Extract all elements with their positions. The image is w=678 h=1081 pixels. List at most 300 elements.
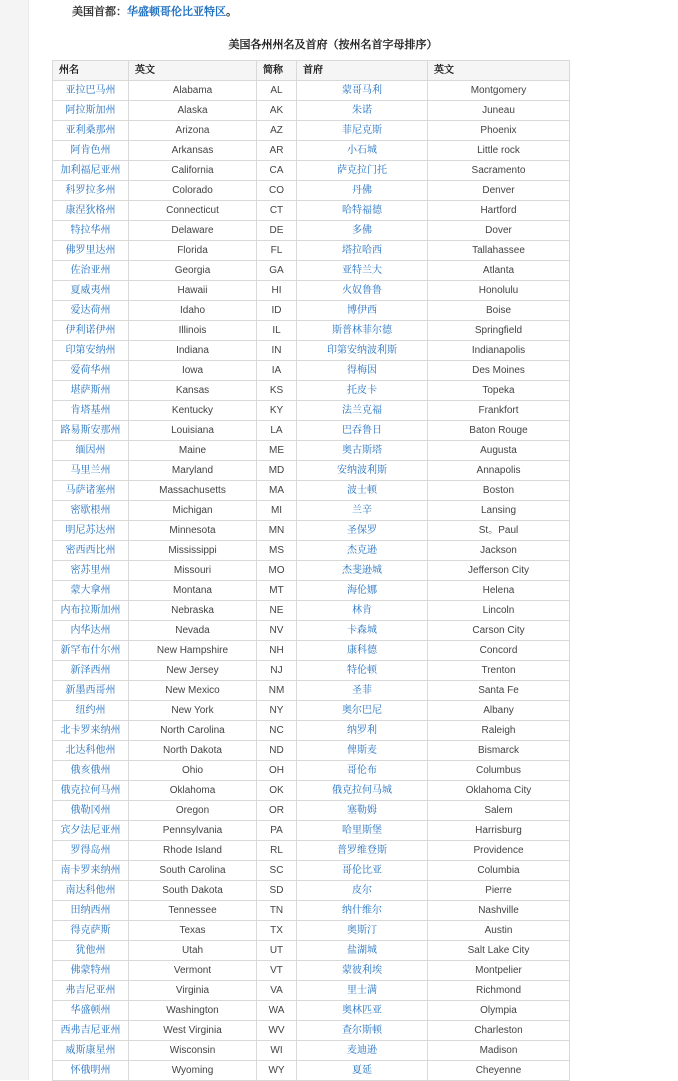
table-row bbox=[53, 481, 570, 501]
state-name-cn[interactable]: 缅因州 bbox=[53, 441, 129, 461]
state-name-en: Mississippi bbox=[129, 541, 257, 561]
state-abbr: IL bbox=[257, 321, 297, 341]
state-abbr: AZ bbox=[257, 121, 297, 141]
header-capital-cn: 首府 bbox=[297, 61, 428, 81]
state-abbr: MT bbox=[257, 581, 297, 601]
state-name-cn[interactable]: 伊利诺伊州 bbox=[53, 321, 129, 341]
state-name-cn[interactable]: 佐治亚州 bbox=[53, 261, 129, 281]
capital-name-cn[interactable]: 巴吞鲁日 bbox=[297, 421, 428, 441]
table-row bbox=[53, 201, 570, 221]
state-name-cn[interactable]: 新罕布什尔州 bbox=[53, 641, 129, 661]
state-name-en: Washington bbox=[129, 1001, 257, 1021]
state-name-cn[interactable]: 南卡罗来纳州 bbox=[53, 861, 129, 881]
state-name-en: Kentucky bbox=[129, 401, 257, 421]
state-name-en: North Carolina bbox=[129, 721, 257, 741]
table-row bbox=[53, 741, 570, 761]
table-row bbox=[53, 121, 570, 141]
capital-name-cn[interactable]: 特伦顿 bbox=[297, 661, 428, 681]
capital-name-cn[interactable]: 亚特兰大 bbox=[297, 261, 428, 281]
state-name-en: Wisconsin bbox=[129, 1041, 257, 1061]
state-name-cn[interactable]: 得克萨斯 bbox=[53, 921, 129, 941]
capital-name-cn[interactable]: 杰斐逊城 bbox=[297, 561, 428, 581]
capital-name-cn[interactable]: 海伦娜 bbox=[297, 581, 428, 601]
capital-name-cn[interactable]: 多佛 bbox=[297, 221, 428, 241]
capital-name-cn[interactable]: 奥斯汀 bbox=[297, 921, 428, 941]
capital-name-cn[interactable]: 得梅因 bbox=[297, 361, 428, 381]
states-table-body bbox=[53, 81, 570, 1081]
table-row bbox=[53, 1001, 570, 1021]
capital-name-cn[interactable]: 斯普林菲尔德 bbox=[297, 321, 428, 341]
state-name-en: North Dakota bbox=[129, 741, 257, 761]
state-abbr: MI bbox=[257, 501, 297, 521]
capital-name-cn[interactable]: 菲尼克斯 bbox=[297, 121, 428, 141]
capital-name-cn[interactable]: 火奴鲁鲁 bbox=[297, 281, 428, 301]
capital-name-cn[interactable]: 纳什维尔 bbox=[297, 901, 428, 921]
state-name-cn[interactable]: 北达科他州 bbox=[53, 741, 129, 761]
capital-label: 美国首都： bbox=[72, 5, 127, 18]
table-row bbox=[53, 821, 570, 841]
table-row bbox=[53, 321, 570, 341]
capital-name-en: Atlanta bbox=[428, 261, 570, 281]
table-row bbox=[53, 141, 570, 161]
table-title: 美国各州州名及首府（按州名首字母排序） bbox=[228, 38, 438, 51]
state-name-en: Alabama bbox=[129, 81, 257, 101]
capital-name-cn[interactable]: 托皮卡 bbox=[297, 381, 428, 401]
table-row bbox=[53, 601, 570, 621]
state-name-en: Wyoming bbox=[129, 1061, 257, 1081]
capital-name-en: Providence bbox=[428, 841, 570, 861]
state-name-en: Connecticut bbox=[129, 201, 257, 221]
state-name-cn[interactable]: 爱达荷州 bbox=[53, 301, 129, 321]
state-abbr: RL bbox=[257, 841, 297, 861]
state-name-cn[interactable]: 夏威夷州 bbox=[53, 281, 129, 301]
state-name-cn[interactable]: 俄勒冈州 bbox=[53, 801, 129, 821]
table-row bbox=[53, 1061, 570, 1081]
capital-name-en: Richmond bbox=[428, 981, 570, 1001]
state-abbr: OK bbox=[257, 781, 297, 801]
state-abbr: OH bbox=[257, 761, 297, 781]
capital-name-en: Jefferson City bbox=[428, 561, 570, 581]
table-row bbox=[53, 81, 570, 101]
state-abbr: NH bbox=[257, 641, 297, 661]
table-row bbox=[53, 221, 570, 241]
table-row bbox=[53, 441, 570, 461]
state-abbr: ID bbox=[257, 301, 297, 321]
capital-name-cn[interactable]: 里士满 bbox=[297, 981, 428, 1001]
capital-name-cn[interactable]: 哥伦比亚 bbox=[297, 861, 428, 881]
state-name-en: Oregon bbox=[129, 801, 257, 821]
state-name-en: Missouri bbox=[129, 561, 257, 581]
state-name-en: Colorado bbox=[129, 181, 257, 201]
table-row bbox=[53, 101, 570, 121]
table-row bbox=[53, 241, 570, 261]
state-abbr: TX bbox=[257, 921, 297, 941]
capital-name-en: Springfield bbox=[428, 321, 570, 341]
state-abbr: MD bbox=[257, 461, 297, 481]
table-row bbox=[53, 841, 570, 861]
state-name-en: Delaware bbox=[129, 221, 257, 241]
capital-name-cn[interactable]: 法兰克福 bbox=[297, 401, 428, 421]
state-name-en: Alaska bbox=[129, 101, 257, 121]
table-row bbox=[53, 861, 570, 881]
capital-name-cn[interactable]: 博伊西 bbox=[297, 301, 428, 321]
state-name-en: Arizona bbox=[129, 121, 257, 141]
capital-name-cn[interactable]: 印第安纳波利斯 bbox=[297, 341, 428, 361]
table-row bbox=[53, 361, 570, 381]
capital-name-en: Madison bbox=[428, 1041, 570, 1061]
table-row bbox=[53, 341, 570, 361]
capital-name-en: Frankfort bbox=[428, 401, 570, 421]
state-name-cn[interactable]: 亚利桑那州 bbox=[53, 121, 129, 141]
table-row bbox=[53, 901, 570, 921]
capital-name-en: St。Paul bbox=[428, 521, 570, 541]
state-name-en: South Dakota bbox=[129, 881, 257, 901]
capital-name-en: Juneau bbox=[428, 101, 570, 121]
table-row bbox=[53, 881, 570, 901]
state-abbr: CT bbox=[257, 201, 297, 221]
state-name-cn[interactable]: 路易斯安那州 bbox=[53, 421, 129, 441]
capital-name-cn[interactable]: 蒙哥马利 bbox=[297, 81, 428, 101]
capital-name-en: Pierre bbox=[428, 881, 570, 901]
capital-name-en: Trenton bbox=[428, 661, 570, 681]
table-row bbox=[53, 561, 570, 581]
table-row bbox=[53, 1041, 570, 1061]
table-row bbox=[53, 621, 570, 641]
capital-name-cn[interactable]: 圣菲 bbox=[297, 681, 428, 701]
state-abbr: MN bbox=[257, 521, 297, 541]
table-header-row bbox=[53, 61, 570, 81]
table-row bbox=[53, 961, 570, 981]
capital-name-en: Boston bbox=[428, 481, 570, 501]
capital-name-en: Concord bbox=[428, 641, 570, 661]
capital-name-en: Columbus bbox=[428, 761, 570, 781]
capital-name-cn[interactable]: 蒙彼利埃 bbox=[297, 961, 428, 981]
table-row bbox=[53, 301, 570, 321]
table-row bbox=[53, 781, 570, 801]
state-name-en: Pennsylvania bbox=[129, 821, 257, 841]
state-name-en: Kansas bbox=[129, 381, 257, 401]
state-name-cn[interactable]: 罗得岛州 bbox=[53, 841, 129, 861]
state-name-en: West Virginia bbox=[129, 1021, 257, 1041]
state-name-en: Iowa bbox=[129, 361, 257, 381]
capital-name-en: Montgomery bbox=[428, 81, 570, 101]
state-name-en: Indiana bbox=[129, 341, 257, 361]
state-name-cn[interactable]: 华盛顿州 bbox=[53, 1001, 129, 1021]
capital-name-en: Harrisburg bbox=[428, 821, 570, 841]
capital-name-en: Salt Lake City bbox=[428, 941, 570, 961]
capital-name-en: Augusta bbox=[428, 441, 570, 461]
capital-name-en: Boise bbox=[428, 301, 570, 321]
state-name-cn[interactable]: 阿拉斯加州 bbox=[53, 101, 129, 121]
state-abbr: VA bbox=[257, 981, 297, 1001]
state-abbr: PA bbox=[257, 821, 297, 841]
capital-name-cn[interactable]: 塞勒姆 bbox=[297, 801, 428, 821]
state-name-cn[interactable]: 马里兰州 bbox=[53, 461, 129, 481]
state-name-en: New Mexico bbox=[129, 681, 257, 701]
state-abbr: TN bbox=[257, 901, 297, 921]
state-abbr: FL bbox=[257, 241, 297, 261]
capital-name-cn[interactable]: 康科德 bbox=[297, 641, 428, 661]
capital-link[interactable]: 华盛顿哥伦比亚特区 bbox=[127, 5, 226, 18]
table-row bbox=[53, 981, 570, 1001]
capital-name-en: Topeka bbox=[428, 381, 570, 401]
capital-name-en: Nashville bbox=[428, 901, 570, 921]
state-abbr: AR bbox=[257, 141, 297, 161]
capital-name-cn[interactable]: 俄克拉何马城 bbox=[297, 781, 428, 801]
capital-name-cn[interactable]: 哥伦布 bbox=[297, 761, 428, 781]
capital-name-cn[interactable]: 波士顿 bbox=[297, 481, 428, 501]
state-abbr: ME bbox=[257, 441, 297, 461]
state-abbr: AL bbox=[257, 81, 297, 101]
state-name-cn[interactable]: 堪萨斯州 bbox=[53, 381, 129, 401]
state-abbr: KY bbox=[257, 401, 297, 421]
state-abbr: CA bbox=[257, 161, 297, 181]
table-row bbox=[53, 761, 570, 781]
state-name-cn[interactable]: 田纳西州 bbox=[53, 901, 129, 921]
state-name-cn[interactable]: 肯塔基州 bbox=[53, 401, 129, 421]
state-name-cn[interactable]: 犹他州 bbox=[53, 941, 129, 961]
state-abbr: NM bbox=[257, 681, 297, 701]
state-abbr: OR bbox=[257, 801, 297, 821]
header-capital-en: 英文 bbox=[428, 61, 570, 81]
state-abbr: NV bbox=[257, 621, 297, 641]
state-name-cn[interactable]: 密西西比州 bbox=[53, 541, 129, 561]
table-row bbox=[53, 721, 570, 741]
state-name-en: Louisiana bbox=[129, 421, 257, 441]
table-row bbox=[53, 921, 570, 941]
state-name-cn[interactable]: 新墨西哥州 bbox=[53, 681, 129, 701]
state-abbr: GA bbox=[257, 261, 297, 281]
capital-name-en: Dover bbox=[428, 221, 570, 241]
state-name-cn[interactable]: 怀俄明州 bbox=[53, 1061, 129, 1081]
capital-name-cn[interactable]: 俾斯麦 bbox=[297, 741, 428, 761]
table-row bbox=[53, 501, 570, 521]
state-abbr: HI bbox=[257, 281, 297, 301]
table-row bbox=[53, 1021, 570, 1041]
state-abbr: NJ bbox=[257, 661, 297, 681]
state-name-en: Hawaii bbox=[129, 281, 257, 301]
state-name-en: Oklahoma bbox=[129, 781, 257, 801]
capital-name-en: Annapolis bbox=[428, 461, 570, 481]
capital-name-cn[interactable]: 查尔斯顿 bbox=[297, 1021, 428, 1041]
state-abbr: MO bbox=[257, 561, 297, 581]
state-name-cn[interactable]: 弗吉尼亚州 bbox=[53, 981, 129, 1001]
state-name-en: New York bbox=[129, 701, 257, 721]
capital-name-cn[interactable]: 杰克逊 bbox=[297, 541, 428, 561]
state-name-cn[interactable]: 密苏里州 bbox=[53, 561, 129, 581]
state-abbr: IA bbox=[257, 361, 297, 381]
state-name-cn[interactable]: 科罗拉多州 bbox=[53, 181, 129, 201]
state-name-en: Nevada bbox=[129, 621, 257, 641]
table-row bbox=[53, 401, 570, 421]
table-row bbox=[53, 381, 570, 401]
state-name-cn[interactable]: 印第安纳州 bbox=[53, 341, 129, 361]
table-row bbox=[53, 421, 570, 441]
state-name-en: Georgia bbox=[129, 261, 257, 281]
state-name-en: Minnesota bbox=[129, 521, 257, 541]
table-row bbox=[53, 681, 570, 701]
state-name-en: Virginia bbox=[129, 981, 257, 1001]
state-abbr: DE bbox=[257, 221, 297, 241]
capital-name-cn[interactable]: 夏延 bbox=[297, 1061, 428, 1081]
table-row bbox=[53, 801, 570, 821]
table-row bbox=[53, 661, 570, 681]
table-row bbox=[53, 581, 570, 601]
capital-name-cn[interactable]: 奥尔巴尼 bbox=[297, 701, 428, 721]
state-name-en: Michigan bbox=[129, 501, 257, 521]
capital-name-en: Bismarck bbox=[428, 741, 570, 761]
state-name-en: Illinois bbox=[129, 321, 257, 341]
state-abbr: VT bbox=[257, 961, 297, 981]
state-abbr: AK bbox=[257, 101, 297, 121]
capital-name-en: Indianapolis bbox=[428, 341, 570, 361]
state-abbr: CO bbox=[257, 181, 297, 201]
capital-name-en: Albany bbox=[428, 701, 570, 721]
capital-name-cn[interactable]: 哈里斯堡 bbox=[297, 821, 428, 841]
capital-name-cn[interactable]: 丹佛 bbox=[297, 181, 428, 201]
state-name-cn[interactable]: 内华达州 bbox=[53, 621, 129, 641]
table-row bbox=[53, 181, 570, 201]
state-name-en: Maryland bbox=[129, 461, 257, 481]
state-name-cn[interactable]: 加利福尼亚州 bbox=[53, 161, 129, 181]
state-name-en: Maine bbox=[129, 441, 257, 461]
capital-name-cn[interactable]: 小石城 bbox=[297, 141, 428, 161]
capital-name-en: Helena bbox=[428, 581, 570, 601]
state-abbr: MS bbox=[257, 541, 297, 561]
state-abbr: NY bbox=[257, 701, 297, 721]
capital-name-cn[interactable]: 萨克拉门托 bbox=[297, 161, 428, 181]
capital-name-cn[interactable]: 麦迪逊 bbox=[297, 1041, 428, 1061]
capital-name-cn[interactable]: 卡森城 bbox=[297, 621, 428, 641]
state-name-cn[interactable]: 新泽西州 bbox=[53, 661, 129, 681]
state-name-en: Utah bbox=[129, 941, 257, 961]
state-name-cn[interactable]: 特拉华州 bbox=[53, 221, 129, 241]
capital-name-en: Oklahoma City bbox=[428, 781, 570, 801]
state-name-cn[interactable]: 佛罗里达州 bbox=[53, 241, 129, 261]
state-name-en: Idaho bbox=[129, 301, 257, 321]
state-name-en: California bbox=[129, 161, 257, 181]
state-name-cn[interactable]: 西弗吉尼亚州 bbox=[53, 1021, 129, 1041]
capital-name-en: Tallahassee bbox=[428, 241, 570, 261]
table-row bbox=[53, 281, 570, 301]
state-name-cn[interactable]: 蒙大拿州 bbox=[53, 581, 129, 601]
header-abbr: 简称 bbox=[257, 61, 297, 81]
header-state-cn: 州名 bbox=[53, 61, 129, 81]
state-abbr: IN bbox=[257, 341, 297, 361]
header-state-en: 英文 bbox=[129, 61, 257, 81]
state-name-en: Florida bbox=[129, 241, 257, 261]
state-name-cn[interactable]: 亚拉巴马州 bbox=[53, 81, 129, 101]
table-row bbox=[53, 461, 570, 481]
state-name-cn[interactable]: 明尼苏达州 bbox=[53, 521, 129, 541]
state-abbr: WI bbox=[257, 1041, 297, 1061]
state-name-en: Massachusetts bbox=[129, 481, 257, 501]
capital-name-cn[interactable]: 皮尔 bbox=[297, 881, 428, 901]
state-name-cn[interactable]: 南达科他州 bbox=[53, 881, 129, 901]
state-name-cn[interactable]: 密歇根州 bbox=[53, 501, 129, 521]
state-name-en: Tennessee bbox=[129, 901, 257, 921]
state-name-cn[interactable]: 佛蒙特州 bbox=[53, 961, 129, 981]
state-name-en: New Hampshire bbox=[129, 641, 257, 661]
state-abbr: WA bbox=[257, 1001, 297, 1021]
state-name-cn[interactable]: 俄亥俄州 bbox=[53, 761, 129, 781]
state-name-cn[interactable]: 宾夕法尼亚州 bbox=[53, 821, 129, 841]
capital-name-en: Hartford bbox=[428, 201, 570, 221]
capital-name-en: Sacramento bbox=[428, 161, 570, 181]
capital-name-cn[interactable]: 林肯 bbox=[297, 601, 428, 621]
state-abbr: SC bbox=[257, 861, 297, 881]
capital-name-en: Denver bbox=[428, 181, 570, 201]
state-name-cn[interactable]: 威斯康星州 bbox=[53, 1041, 129, 1061]
capital-name-cn[interactable]: 普罗维登斯 bbox=[297, 841, 428, 861]
state-name-en: Montana bbox=[129, 581, 257, 601]
state-name-cn[interactable]: 马萨诸塞州 bbox=[53, 481, 129, 501]
capital-name-en: Lansing bbox=[428, 501, 570, 521]
capital-name-cn[interactable]: 圣保罗 bbox=[297, 521, 428, 541]
capital-name-cn[interactable]: 朱诺 bbox=[297, 101, 428, 121]
state-abbr: WY bbox=[257, 1061, 297, 1081]
state-abbr: NC bbox=[257, 721, 297, 741]
capital-name-en: Olympia bbox=[428, 1001, 570, 1021]
state-abbr: LA bbox=[257, 421, 297, 441]
state-abbr: MA bbox=[257, 481, 297, 501]
capital-suffix: 。 bbox=[226, 5, 237, 18]
capital-name-en: Baton Rouge bbox=[428, 421, 570, 441]
capital-name-en: Santa Fe bbox=[428, 681, 570, 701]
capital-name-en: Columbia bbox=[428, 861, 570, 881]
capital-name-en: Cheyenne bbox=[428, 1061, 570, 1081]
state-name-cn[interactable]: 阿肯色州 bbox=[53, 141, 129, 161]
state-name-cn[interactable]: 纽约州 bbox=[53, 701, 129, 721]
state-name-cn[interactable]: 俄克拉何马州 bbox=[53, 781, 129, 801]
table-row bbox=[53, 521, 570, 541]
table-row bbox=[53, 541, 570, 561]
state-name-en: South Carolina bbox=[129, 861, 257, 881]
state-name-en: Arkansas bbox=[129, 141, 257, 161]
capital-name-en: Des Moines bbox=[428, 361, 570, 381]
states-table bbox=[52, 60, 570, 1081]
capital-name-cn[interactable]: 哈特福德 bbox=[297, 201, 428, 221]
state-name-cn[interactable]: 内布拉斯加州 bbox=[53, 601, 129, 621]
table-row bbox=[53, 641, 570, 661]
capital-line bbox=[72, 4, 237, 20]
capital-name-cn[interactable]: 盐湖城 bbox=[297, 941, 428, 961]
capital-name-cn[interactable]: 奥林匹亚 bbox=[297, 1001, 428, 1021]
table-row bbox=[53, 261, 570, 281]
capital-name-en: Raleigh bbox=[428, 721, 570, 741]
state-name-en: Rhode Island bbox=[129, 841, 257, 861]
capital-name-en: Honolulu bbox=[428, 281, 570, 301]
capital-name-cn[interactable]: 兰辛 bbox=[297, 501, 428, 521]
state-name-cn[interactable]: 康涅狄格州 bbox=[53, 201, 129, 221]
capital-name-cn[interactable]: 塔拉哈西 bbox=[297, 241, 428, 261]
capital-name-en: Lincoln bbox=[428, 601, 570, 621]
capital-name-cn[interactable]: 纳罗利 bbox=[297, 721, 428, 741]
capital-name-en: Salem bbox=[428, 801, 570, 821]
state-name-en: Vermont bbox=[129, 961, 257, 981]
capital-name-cn[interactable]: 安纳波利斯 bbox=[297, 461, 428, 481]
state-name-cn[interactable]: 爱荷华州 bbox=[53, 361, 129, 381]
state-name-en: New Jersey bbox=[129, 661, 257, 681]
capital-name-en: Carson City bbox=[428, 621, 570, 641]
table-row bbox=[53, 701, 570, 721]
table-row bbox=[53, 941, 570, 961]
state-abbr: ND bbox=[257, 741, 297, 761]
capital-name-cn[interactable]: 奥古斯塔 bbox=[297, 441, 428, 461]
capital-name-en: Montpelier bbox=[428, 961, 570, 981]
state-name-cn[interactable]: 北卡罗来纳州 bbox=[53, 721, 129, 741]
state-name-en: Ohio bbox=[129, 761, 257, 781]
